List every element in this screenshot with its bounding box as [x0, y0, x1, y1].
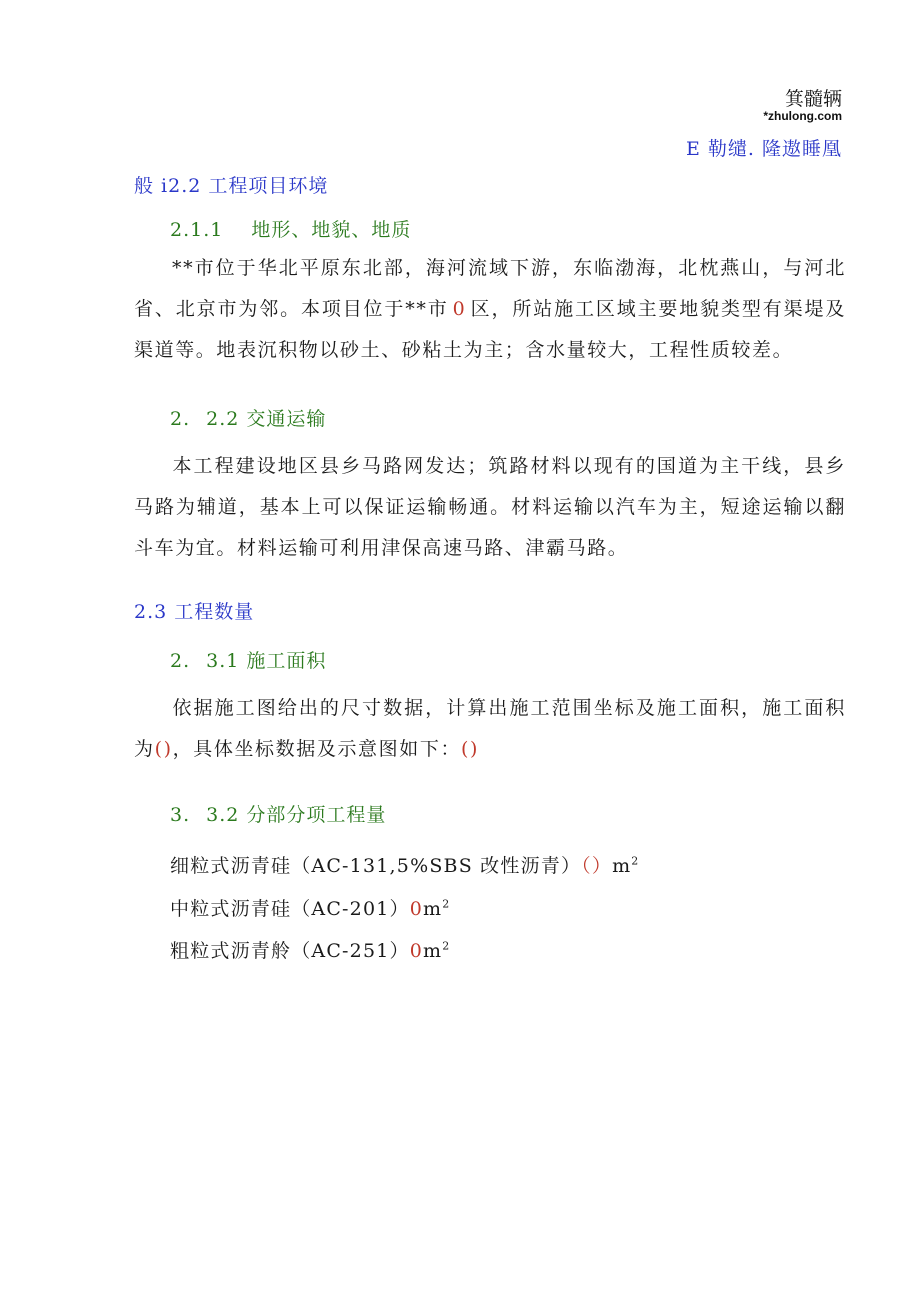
header-title: 箕髓辆: [784, 88, 842, 110]
paragraph-terrain: [134, 248, 846, 371]
unit: m: [423, 940, 443, 962]
section-2-1-1-heading: [170, 215, 411, 242]
blank-placeholder: (): [154, 738, 173, 760]
section-title: 3.2 分部分项工程量: [206, 804, 387, 826]
section-3-3-2-heading: [170, 800, 386, 827]
section-number: 2.: [170, 408, 191, 430]
paragraph-text: 依据施工图给出的尺寸数据，计算出施工范围坐标及施工面积，施工面积为: [134, 697, 846, 760]
material-line: [170, 894, 450, 921]
unit-exponent: 2: [631, 854, 640, 868]
blank-placeholder: (): [461, 738, 480, 760]
paragraph-transport: [134, 446, 846, 569]
section-number: 3.: [170, 804, 191, 826]
section-2-3-heading: 2.3 工程数量: [134, 601, 255, 623]
header-subtitle: E 勒缱. 隆遨睡凰: [686, 138, 842, 160]
material-name: 粗粒式沥青舲（AC-251）: [170, 940, 410, 962]
material-name: 中粒式沥青硅（AC-201）: [170, 898, 410, 920]
blank-placeholder: （）: [581, 855, 613, 877]
paragraph-text: ，具体坐标数据及示意图如下：: [172, 738, 462, 760]
section-title: 地形、地貌、地质: [251, 219, 412, 241]
section-number: 2.1.1: [170, 219, 224, 241]
unit-exponent: 2: [442, 939, 451, 953]
blank-placeholder: 0: [409, 898, 424, 920]
paragraph-text: 区，所站施工区域主要地貌类型有渠堤及渠道等。地表沉积物以砂土、砂粘土为主；含水量较大，工程性质较差。: [134, 298, 846, 361]
unit: m: [612, 855, 632, 877]
section-number: 2.: [170, 650, 191, 672]
material-name: 细粒式沥青硅（AC-131,5%SBS 改性沥青）: [170, 855, 582, 877]
section-title: 3.1 施工面积: [206, 650, 327, 672]
unit: m: [423, 898, 443, 920]
unit-exponent: 2: [442, 897, 451, 911]
paragraph-text: 本工程建设地区县乡马路网发达；筑路材料以现有的国道为主干线，县乡马路为辅道，基本上可以保证运输畅通。材料运输以汽车为主，短途运输以翻斗车为宜。材料运输可利用津保高速马路、津霸马路。: [134, 455, 846, 559]
paragraph-area: [134, 688, 846, 770]
header-site-url: *zhulong.com: [763, 109, 842, 123]
material-line: [170, 851, 640, 878]
material-line: [170, 936, 450, 963]
section-2-2-heading: 般 i2.2 工程项目环境: [134, 175, 329, 197]
blank-placeholder: 0: [452, 298, 467, 320]
paragraph-text: **市位于华北平原东北部，海河流域下游，东临渤海，北枕燕山，与河北省、北京市为邻。本项目位于**市: [134, 257, 846, 320]
section-title: 2.2 交通运输: [206, 408, 327, 430]
section-2-2-2-heading: [170, 404, 326, 431]
section-2-3-1-heading: [170, 646, 326, 673]
blank-placeholder: 0: [409, 940, 424, 962]
